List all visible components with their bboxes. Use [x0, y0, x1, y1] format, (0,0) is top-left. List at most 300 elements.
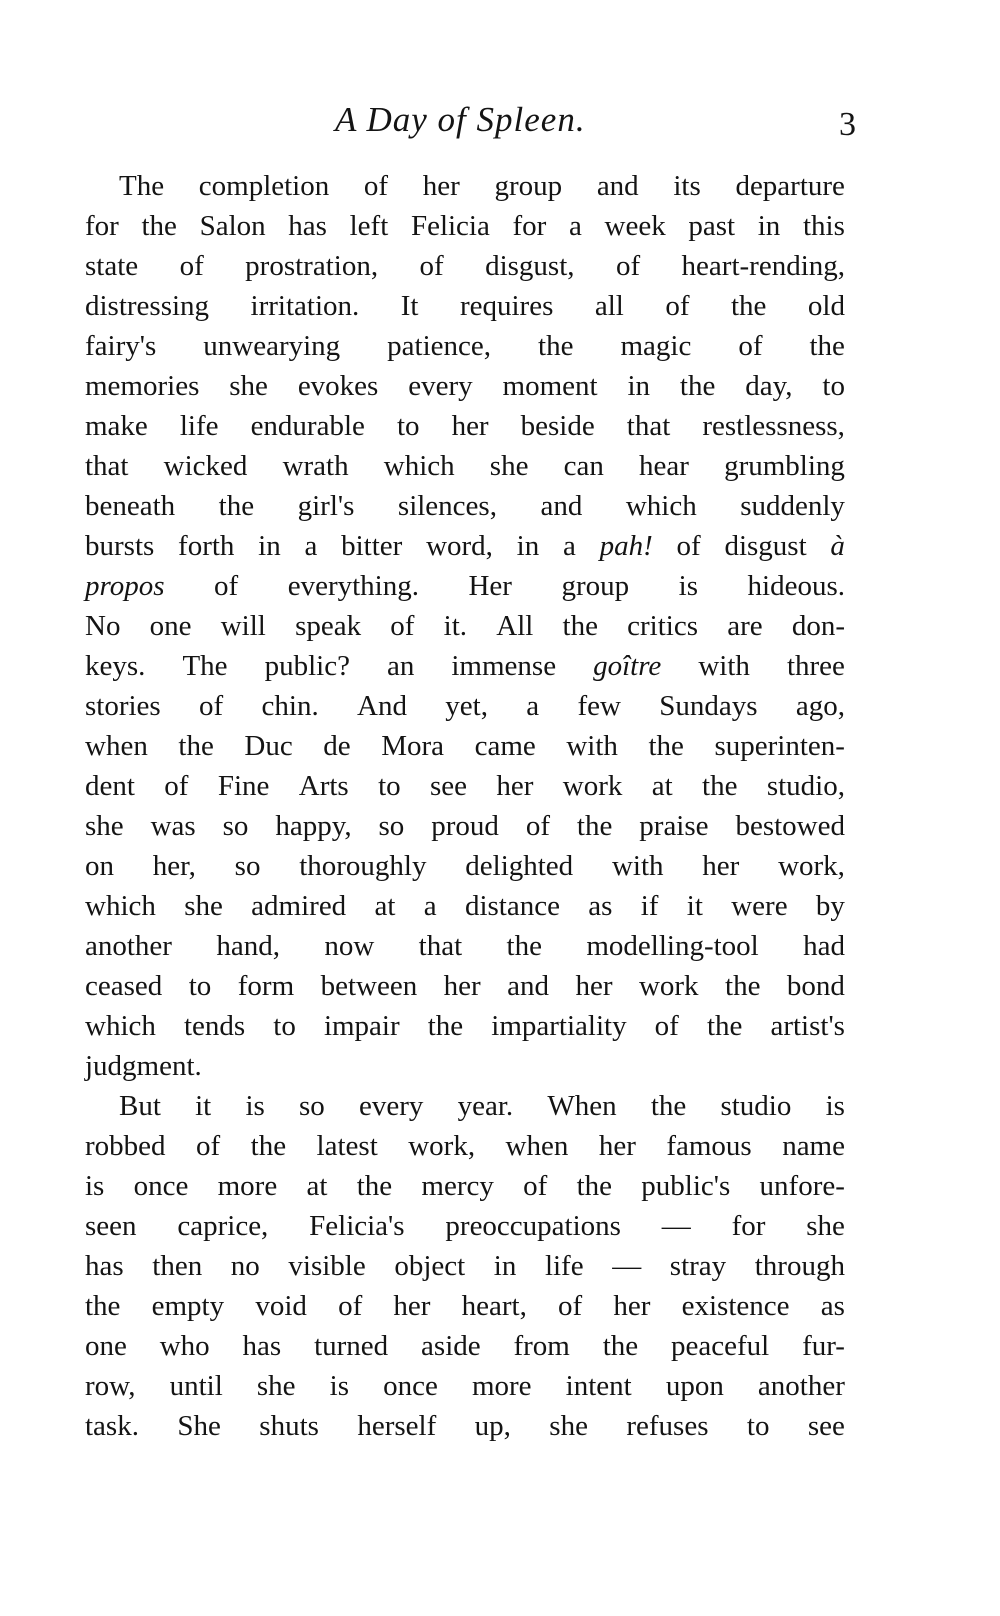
- word: Her: [468, 570, 512, 602]
- word: few: [577, 690, 621, 722]
- word: hear: [639, 450, 689, 482]
- word: up,: [474, 1410, 511, 1442]
- word: were: [731, 890, 788, 922]
- word: wrath: [282, 450, 349, 482]
- word: bursts: [85, 530, 155, 562]
- word: of: [523, 1170, 548, 1202]
- word: And: [357, 690, 407, 722]
- word: evokes: [297, 370, 379, 402]
- word: fur-: [802, 1330, 845, 1362]
- word: she: [184, 890, 223, 922]
- word: of: [338, 1290, 363, 1322]
- word: more: [471, 1370, 532, 1402]
- word: this: [802, 210, 845, 242]
- word: bond: [786, 970, 845, 1002]
- text-line: [85, 566, 845, 606]
- word: with: [611, 850, 664, 882]
- text-line: [85, 1006, 845, 1046]
- text-line: [85, 926, 845, 966]
- word: all: [594, 290, 624, 322]
- word: It: [400, 290, 419, 322]
- word: No: [85, 610, 121, 642]
- word: a: [423, 890, 437, 922]
- word: of: [214, 570, 239, 602]
- word: her: [451, 410, 489, 442]
- word: group: [494, 170, 563, 202]
- word: every: [358, 1090, 424, 1122]
- word: are: [727, 610, 763, 642]
- word: once: [383, 1370, 438, 1402]
- word: in: [757, 210, 781, 242]
- word: the: [648, 730, 684, 762]
- word: praise: [639, 810, 709, 842]
- word: object: [394, 1250, 466, 1282]
- word: critics: [627, 610, 699, 642]
- word: she: [85, 810, 124, 842]
- word: completion: [198, 170, 330, 202]
- word: refuses: [626, 1410, 709, 1442]
- text-line: [85, 1206, 845, 1246]
- word: chin.: [261, 690, 319, 722]
- word: stories: [85, 690, 161, 722]
- word: to: [378, 770, 401, 802]
- word: see: [807, 1410, 845, 1442]
- word: artist's: [770, 1010, 845, 1042]
- word: bestowed: [735, 810, 845, 842]
- word: make: [85, 410, 148, 442]
- word: on: [85, 850, 114, 882]
- word: of: [738, 330, 763, 362]
- word: to: [822, 370, 845, 402]
- word: then: [152, 1250, 203, 1282]
- word: peaceful: [671, 1330, 770, 1362]
- word: so: [298, 1090, 325, 1122]
- word: of: [676, 530, 701, 562]
- word: when: [505, 1130, 569, 1162]
- word: which: [383, 450, 455, 482]
- word: her,: [152, 850, 196, 882]
- word: silences,: [397, 490, 497, 522]
- word: beside: [520, 410, 595, 442]
- word: work,: [778, 850, 845, 882]
- word: at: [651, 770, 673, 802]
- word: in: [493, 1250, 517, 1282]
- word: her: [598, 1130, 636, 1162]
- word: Felicia's: [309, 1210, 405, 1242]
- word: every: [408, 370, 473, 402]
- word: three: [786, 650, 845, 682]
- word: so: [222, 810, 249, 842]
- word: She: [177, 1410, 221, 1442]
- word: turned: [314, 1330, 389, 1362]
- word: day,: [745, 370, 793, 402]
- word: so: [378, 810, 405, 842]
- word: famous: [666, 1130, 752, 1162]
- word: restlessness,: [702, 410, 845, 442]
- word: once: [133, 1170, 189, 1202]
- word: to: [188, 970, 212, 1002]
- running-head: [0, 92, 1000, 142]
- word: left: [349, 210, 389, 242]
- word: the: [576, 1170, 612, 1202]
- word: immense: [451, 650, 557, 682]
- word: requires: [459, 290, 554, 322]
- word: of: [419, 250, 444, 282]
- word: ceased: [85, 970, 163, 1002]
- word: her: [393, 1290, 431, 1322]
- word: a: [569, 210, 582, 242]
- word: which: [625, 490, 697, 522]
- word: the: [731, 290, 767, 322]
- word: When: [547, 1090, 617, 1122]
- word: —: [661, 1210, 691, 1242]
- word: was: [150, 810, 196, 842]
- word: yet,: [445, 690, 488, 722]
- text-line: [85, 1406, 845, 1446]
- text-line: [85, 726, 845, 766]
- word: the: [809, 330, 845, 362]
- word: is: [825, 1090, 845, 1122]
- word: shuts: [259, 1410, 319, 1442]
- word: propos: [85, 570, 165, 602]
- word: a: [304, 530, 318, 562]
- text-line: [85, 606, 845, 646]
- word: of: [525, 810, 550, 842]
- word: in: [627, 370, 651, 402]
- word: no: [230, 1250, 260, 1282]
- word: tends: [183, 1010, 246, 1042]
- word: the: [679, 370, 716, 402]
- word: mercy: [421, 1170, 494, 1202]
- word: her: [575, 970, 613, 1002]
- text-line: [85, 526, 845, 566]
- word: has: [288, 210, 327, 242]
- page-number: 3: [839, 106, 856, 143]
- word: old: [807, 290, 845, 322]
- word: The: [182, 650, 228, 682]
- word: its: [673, 170, 701, 202]
- text-line: [85, 1166, 845, 1206]
- word: of: [196, 1130, 221, 1162]
- text-line: [85, 166, 845, 206]
- text-line: [85, 406, 845, 446]
- word: through: [754, 1250, 845, 1282]
- word: who: [159, 1330, 210, 1362]
- word: don-: [791, 610, 845, 642]
- text-line: [85, 1126, 845, 1166]
- word: thoroughly: [299, 850, 427, 882]
- word: another: [85, 930, 172, 962]
- word: as: [588, 890, 613, 922]
- word: grumbling: [724, 450, 845, 482]
- text-line: [85, 446, 845, 486]
- word: is: [678, 570, 699, 602]
- word: impartiality: [491, 1010, 627, 1042]
- word: to: [396, 410, 420, 442]
- word: unfore-: [759, 1170, 845, 1202]
- word: Felicia: [410, 210, 490, 242]
- word: it: [195, 1090, 212, 1122]
- word: the: [650, 1090, 687, 1122]
- word: work,: [408, 1130, 476, 1162]
- word: which: [85, 1010, 156, 1042]
- word: one: [149, 610, 192, 642]
- word: more: [217, 1170, 278, 1202]
- word: suddenly: [740, 490, 845, 522]
- word: disgust: [724, 530, 807, 562]
- word: group: [561, 570, 630, 602]
- word: distressing: [85, 290, 210, 322]
- word: row,: [85, 1370, 136, 1402]
- word: came: [474, 730, 536, 762]
- word: work: [562, 770, 623, 802]
- text-line: [85, 966, 845, 1006]
- word: Salon: [199, 210, 266, 242]
- word: stray: [669, 1250, 727, 1282]
- word: bitter: [341, 530, 403, 562]
- word: latest: [316, 1130, 378, 1162]
- word: form: [237, 970, 295, 1002]
- word: existence: [681, 1290, 790, 1322]
- word: of: [390, 610, 415, 642]
- word: pah!: [599, 530, 653, 562]
- word: an: [386, 650, 415, 682]
- word: modelling-tool: [586, 930, 759, 962]
- word: that: [418, 930, 463, 962]
- word: speak: [295, 610, 362, 642]
- word: moment: [502, 370, 598, 402]
- word: But: [119, 1090, 161, 1122]
- word: in: [516, 530, 540, 562]
- word: is: [245, 1090, 265, 1122]
- text-line: [85, 206, 845, 246]
- word: has: [85, 1250, 124, 1282]
- word: fairy's: [85, 330, 157, 362]
- word: which: [85, 890, 156, 922]
- word: patience,: [387, 330, 492, 362]
- word: year.: [457, 1090, 514, 1122]
- word: is: [329, 1370, 349, 1402]
- text-line: [85, 686, 845, 726]
- word: and: [540, 490, 583, 522]
- word: everything.: [287, 570, 419, 602]
- word: for: [85, 210, 119, 242]
- word: proud: [431, 810, 499, 842]
- word: a: [526, 690, 540, 722]
- word: her: [443, 970, 481, 1002]
- word: is: [85, 1170, 105, 1202]
- word: preoccupations: [445, 1210, 621, 1242]
- word: public's: [641, 1170, 731, 1202]
- word: she: [256, 1370, 296, 1402]
- word: Sundays: [659, 690, 758, 722]
- text-line: [85, 766, 845, 806]
- word: the: [562, 610, 598, 642]
- text-line: [85, 286, 845, 326]
- word: will: [220, 610, 266, 642]
- word: herself: [357, 1410, 437, 1442]
- word: between: [320, 970, 418, 1002]
- word: has: [242, 1330, 282, 1362]
- word: void: [255, 1290, 307, 1322]
- text-line: [85, 806, 845, 846]
- word: life: [544, 1250, 584, 1282]
- word: aside: [421, 1330, 481, 1362]
- word: wicked: [163, 450, 248, 482]
- word: her: [702, 850, 740, 882]
- text-line: [85, 1326, 845, 1366]
- word: that: [626, 410, 671, 442]
- word: past: [688, 210, 736, 242]
- word: that: [85, 450, 129, 482]
- word: to: [273, 1010, 296, 1042]
- word: impair: [323, 1010, 400, 1042]
- word: endurable: [250, 410, 365, 442]
- text-line: [85, 1286, 845, 1326]
- text-line: [85, 646, 845, 686]
- word: disgust,: [485, 250, 575, 282]
- word: of: [654, 1010, 679, 1042]
- text-line: [85, 1366, 845, 1406]
- word: from: [513, 1330, 570, 1362]
- word: can: [563, 450, 604, 482]
- word: at: [374, 890, 396, 922]
- word: and: [507, 970, 550, 1002]
- word: at: [306, 1170, 328, 1202]
- word: her: [613, 1290, 651, 1322]
- text-line: [85, 1246, 845, 1286]
- word: ago,: [795, 690, 845, 722]
- word: keys.: [85, 650, 146, 682]
- word: public?: [264, 650, 350, 682]
- word: Duc: [244, 730, 293, 762]
- word: forth: [178, 530, 235, 562]
- word: of: [199, 690, 224, 722]
- text-line: [85, 886, 845, 926]
- word: of: [179, 250, 204, 282]
- word: name: [782, 1130, 845, 1162]
- text-line: [85, 246, 845, 286]
- word: studio,: [766, 770, 845, 802]
- word: if: [640, 890, 659, 922]
- word: Fine: [217, 770, 270, 802]
- word: heart,: [461, 1290, 527, 1322]
- word: the: [250, 1130, 287, 1162]
- word: and: [596, 170, 639, 202]
- word: superinten-: [714, 730, 845, 762]
- text-line: [85, 486, 845, 526]
- word: of: [665, 290, 690, 322]
- word: dent: [85, 770, 135, 802]
- word: judgment.: [85, 1050, 202, 1082]
- word: the: [702, 770, 738, 802]
- word: for: [512, 210, 547, 242]
- word: girl's: [297, 490, 355, 522]
- word: of: [363, 170, 389, 202]
- word: empty: [151, 1290, 225, 1322]
- word: memories: [85, 370, 200, 402]
- word: à: [830, 530, 845, 562]
- word: the: [725, 970, 761, 1002]
- word: to: [746, 1410, 770, 1442]
- word: state: [85, 250, 139, 282]
- word: her: [422, 170, 460, 202]
- word: of: [164, 770, 189, 802]
- word: unwearying: [203, 330, 341, 362]
- word: robbed: [85, 1130, 166, 1162]
- word: caprice,: [177, 1210, 269, 1242]
- word: the: [218, 490, 255, 522]
- word: by: [815, 890, 845, 922]
- word: the: [706, 1010, 743, 1042]
- word: Arts: [298, 770, 349, 802]
- text-line: [85, 846, 845, 886]
- word: of: [558, 1290, 583, 1322]
- word: one: [85, 1330, 127, 1362]
- word: another: [757, 1370, 845, 1402]
- word: of: [615, 250, 641, 282]
- word: The: [119, 170, 165, 202]
- word: the: [576, 810, 613, 842]
- word: goître: [593, 650, 662, 682]
- word: —: [612, 1250, 642, 1282]
- word: the: [85, 1290, 121, 1322]
- word: she: [806, 1210, 845, 1242]
- word: intent: [565, 1370, 632, 1402]
- word: the: [538, 330, 574, 362]
- text-line: [85, 1086, 845, 1126]
- word: her: [496, 770, 534, 802]
- word: hideous.: [747, 570, 845, 602]
- word: All: [496, 610, 534, 642]
- word: see: [429, 770, 468, 802]
- word: distance: [464, 890, 560, 922]
- word: so: [234, 850, 261, 882]
- word: she: [549, 1410, 588, 1442]
- word: admired: [251, 890, 347, 922]
- word: she: [229, 370, 268, 402]
- word: Mora: [381, 730, 445, 762]
- word: with: [698, 650, 750, 682]
- word: upon: [665, 1370, 724, 1402]
- word: the: [178, 730, 214, 762]
- word: as: [820, 1290, 845, 1322]
- word: it.: [443, 610, 468, 642]
- text-line: [85, 326, 845, 366]
- word: with: [566, 730, 618, 762]
- text-line: [85, 366, 845, 406]
- word: the: [141, 210, 177, 242]
- word: visible: [288, 1250, 366, 1282]
- word: delighted: [465, 850, 574, 882]
- word: de: [323, 730, 351, 762]
- word: beneath: [85, 490, 176, 522]
- word: for: [731, 1210, 766, 1242]
- word: the: [506, 930, 542, 962]
- word: seen: [85, 1210, 137, 1242]
- word: word,: [426, 530, 493, 562]
- word: week: [604, 210, 666, 242]
- word: she: [489, 450, 529, 482]
- word: the: [427, 1010, 464, 1042]
- word: the: [602, 1330, 639, 1362]
- word: the: [356, 1170, 393, 1202]
- body-text: [85, 166, 845, 1446]
- word: when: [85, 730, 148, 762]
- word: heart-rending,: [681, 250, 845, 282]
- word: life: [179, 410, 219, 442]
- word: irritation.: [250, 290, 360, 322]
